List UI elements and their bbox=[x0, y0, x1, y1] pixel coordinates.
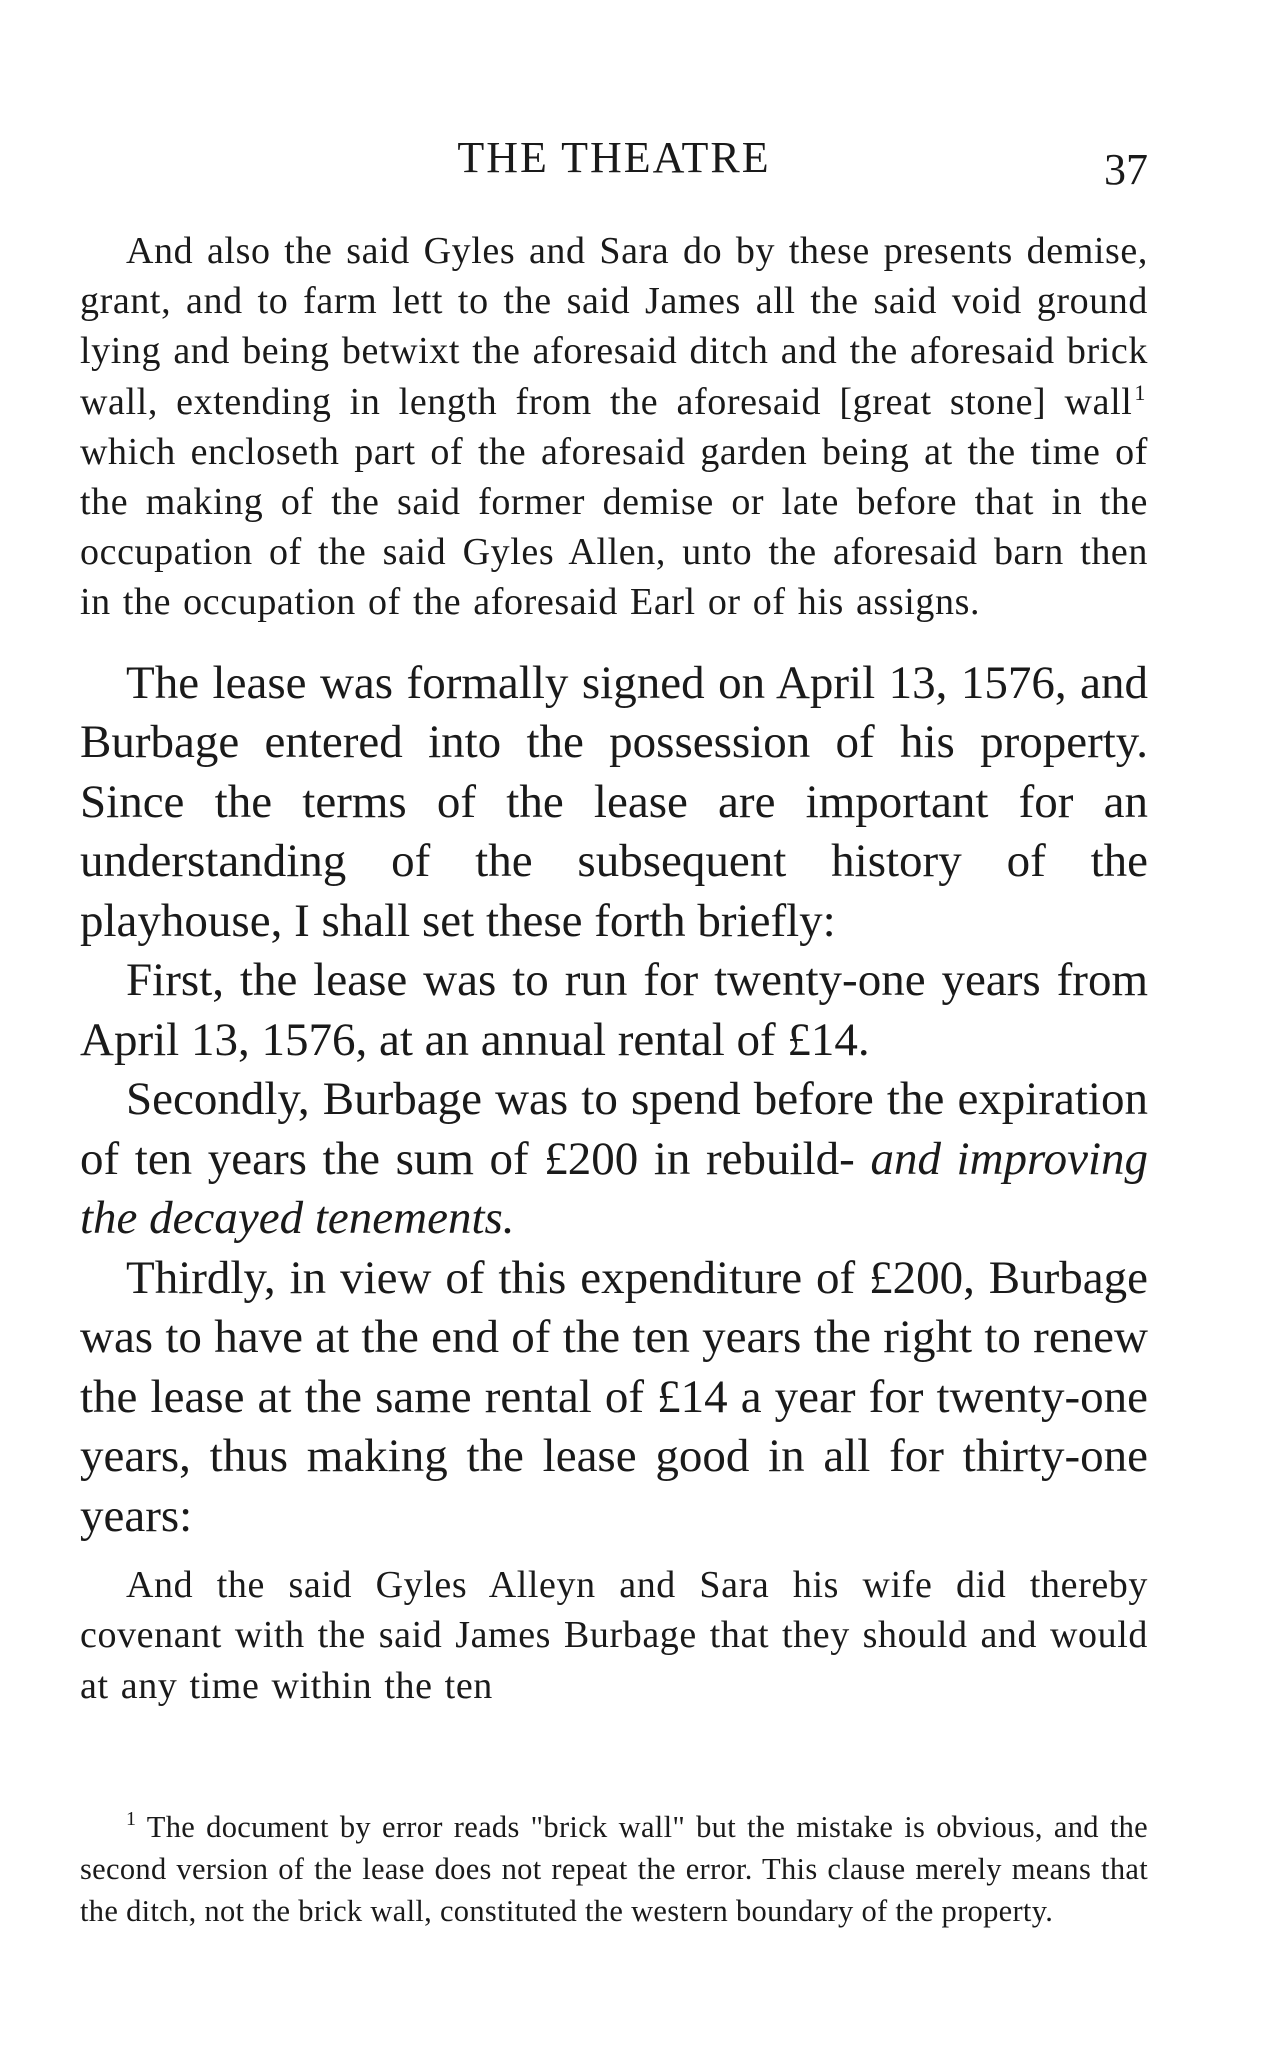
quote-text-before-ref: And also the said Gyles and Sara do by these presents demise, grant, and to farm lett to the said James all the said void ground lying and being betwixt the aforesaid ditch and the aforesaid brick wall, extending in length from the aforesaid [great stone] wall bbox=[80, 230, 1148, 423]
page-body bbox=[80, 226, 1148, 1711]
second-term-italic-text: and improving the decayed tenements. bbox=[80, 1132, 1149, 1245]
paragraph-first-term: First, the lease was to run for twenty-one years from April 13, 1576, at an annual rental of £14. bbox=[80, 954, 1148, 1066]
footnote-text: The document by error reads "brick wall" but the mistake is obvious, and the second version of the lease does not repeat the error. This clause merely means that the ditch, not the brick wall, constituted the western boundary of the property. bbox=[80, 1810, 1148, 1928]
quote-text-after-ref: which encloseth part of the aforesaid garden being at the time of the making of the said former demise or late before that in the occupation of the said Gyles Allen, unto the aforesaid barn then in the occupation of the aforesaid Earl or of his assigns. bbox=[80, 430, 1148, 624]
footnote-mark: 1 bbox=[126, 1808, 137, 1830]
footnotes bbox=[80, 1806, 1148, 1932]
quoted-covenant-excerpt: And the said Gyles Alleyn and Sara his wife did thereby covenant with the said James Burbage that they should and would at any time within the ten bbox=[80, 1564, 1148, 1707]
running-head: THE THEATRE bbox=[457, 133, 771, 182]
quoted-lease-excerpt bbox=[80, 226, 1148, 628]
page-number: 37 bbox=[1104, 145, 1148, 194]
second-term-text: Secondly, Burbage was to spend before the expiration of ten years the sum of £200 in rebuild- bbox=[80, 1073, 1148, 1185]
paragraph-second-term bbox=[80, 1070, 1148, 1249]
paragraph-lease-signed: The lease was formally signed on April 13, 1576, and Burbage entered into the possession of his property. Since the terms of the lease are important for an understanding of the subsequent history of the playhouse, I shall set these forth briefly: bbox=[80, 656, 1148, 947]
paragraph-third-term: Thirdly, in view of this expenditure of £200, Burbage was to have at the end of the ten years the right to renew the lease at the same rental of £14 a year for twenty-one years, thus making the lease good in all for thirty-one years: bbox=[80, 1251, 1148, 1542]
page-header bbox=[80, 128, 1148, 194]
footnote-reference: 1 bbox=[1134, 379, 1146, 405]
footnote bbox=[80, 1806, 1148, 1932]
